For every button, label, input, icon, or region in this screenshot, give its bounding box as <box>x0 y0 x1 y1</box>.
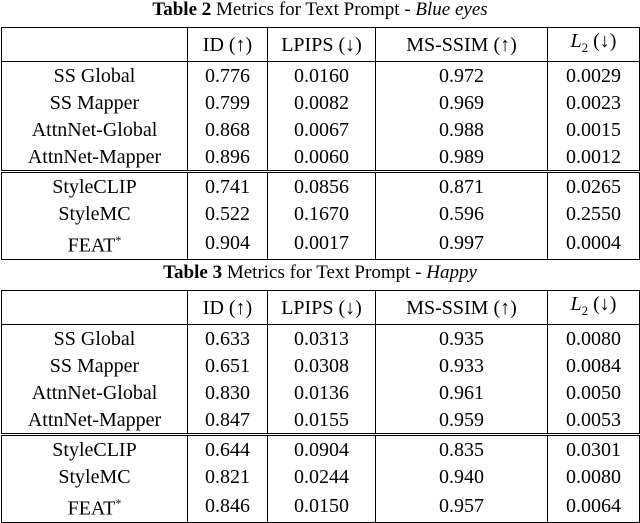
value-cell: 0.0150 <box>268 490 376 522</box>
table-row <box>2 325 640 353</box>
caption-text: Metrics for Text Prompt - <box>226 262 427 283</box>
value-cell: 0.972 <box>376 62 548 90</box>
table-row <box>2 116 640 143</box>
value-cell: 0.868 <box>188 116 268 143</box>
value-cell: 0.896 <box>188 143 268 172</box>
method-cell: StyleMC <box>2 463 188 490</box>
table-row <box>2 143 640 172</box>
value-cell: 0.0050 <box>548 379 640 406</box>
value-cell: 0.989 <box>376 143 548 172</box>
table-label: Table 2 <box>152 0 212 20</box>
header-cell <box>2 28 188 62</box>
metrics-table <box>1 290 640 523</box>
value-cell: 0.0904 <box>268 435 376 464</box>
value-cell: 0.1670 <box>268 200 376 227</box>
header-cell: LPIPS (↓) <box>268 291 376 325</box>
caption-prompt: Happy <box>426 262 477 283</box>
table-label: Table 3 <box>163 262 223 283</box>
value-cell: 0.522 <box>188 200 268 227</box>
value-cell: 0.0064 <box>548 490 640 522</box>
value-cell: 0.0015 <box>548 116 640 143</box>
table-row <box>2 379 640 406</box>
value-cell: 0.799 <box>188 89 268 116</box>
value-cell: 0.0067 <box>268 116 376 143</box>
table-row <box>2 62 640 90</box>
value-cell: 0.0301 <box>548 435 640 464</box>
method-cell: FEAT* <box>2 227 188 259</box>
method-cell: SS Global <box>2 325 188 353</box>
value-cell: 0.0856 <box>268 172 376 201</box>
table-caption <box>0 0 640 27</box>
method-cell: FEAT* <box>2 490 188 522</box>
value-cell: 0.0155 <box>268 406 376 435</box>
method-cell: StyleMC <box>2 200 188 227</box>
value-cell: 0.904 <box>188 227 268 259</box>
value-cell: 0.821 <box>188 463 268 490</box>
value-cell: 0.0080 <box>548 463 640 490</box>
method-cell: SS Mapper <box>2 352 188 379</box>
table-row <box>2 89 640 116</box>
value-cell: 0.957 <box>376 490 548 522</box>
value-cell: 0.933 <box>376 352 548 379</box>
value-cell: 0.940 <box>376 463 548 490</box>
value-cell: 0.969 <box>376 89 548 116</box>
value-cell: 0.596 <box>376 200 548 227</box>
header-cell: MS-SSIM (↑) <box>376 291 548 325</box>
table-row <box>2 406 640 435</box>
value-cell: 0.0017 <box>268 227 376 259</box>
value-cell: 0.2550 <box>548 200 640 227</box>
header-cell: MS-SSIM (↑) <box>376 28 548 62</box>
value-cell: 0.997 <box>376 227 548 259</box>
value-cell: 0.0023 <box>548 89 640 116</box>
value-cell: 0.0084 <box>548 352 640 379</box>
table-caption <box>0 263 640 290</box>
header-cell: LPIPS (↓) <box>268 28 376 62</box>
value-cell: 0.633 <box>188 325 268 353</box>
caption-prompt: Blue eyes <box>415 0 488 20</box>
value-cell: 0.0136 <box>268 379 376 406</box>
value-cell: 0.0313 <box>268 325 376 353</box>
value-cell: 0.847 <box>188 406 268 435</box>
table-3-block <box>0 263 640 523</box>
value-cell: 0.741 <box>188 172 268 201</box>
value-cell: 0.0012 <box>548 143 640 172</box>
value-cell: 0.871 <box>376 172 548 201</box>
caption-text: Metrics for Text Prompt - <box>216 0 416 20</box>
table-row <box>2 172 640 201</box>
metrics-table <box>1 27 640 260</box>
table-row <box>2 463 640 490</box>
header-cell <box>2 291 188 325</box>
value-cell: 0.961 <box>376 379 548 406</box>
value-cell: 0.835 <box>376 435 548 464</box>
value-cell: 0.0060 <box>268 143 376 172</box>
method-cell: StyleCLIP <box>2 172 188 201</box>
table-row <box>2 227 640 259</box>
header-cell-l2: $L_2$ (↓) <box>548 28 640 62</box>
header-cell-l2: $L_2$ (↓) <box>548 291 640 325</box>
value-cell: 0.830 <box>188 379 268 406</box>
value-cell: 0.776 <box>188 62 268 90</box>
value-cell: 0.0244 <box>268 463 376 490</box>
method-cell: StyleCLIP <box>2 435 188 464</box>
value-cell: 0.846 <box>188 490 268 522</box>
header-row <box>2 291 640 325</box>
value-cell: 0.0308 <box>268 352 376 379</box>
header-cell: ID (↑) <box>188 28 268 62</box>
table-row <box>2 200 640 227</box>
value-cell: 0.935 <box>376 325 548 353</box>
table-row <box>2 352 640 379</box>
value-cell: 0.644 <box>188 435 268 464</box>
table-row <box>2 435 640 464</box>
value-cell: 0.0080 <box>548 325 640 353</box>
method-cell: AttnNet-Global <box>2 379 188 406</box>
method-cell: SS Global <box>2 62 188 90</box>
value-cell: 0.0082 <box>268 89 376 116</box>
method-cell: AttnNet-Mapper <box>2 143 188 172</box>
header-row <box>2 28 640 62</box>
method-cell: SS Mapper <box>2 89 188 116</box>
value-cell: 0.0160 <box>268 62 376 90</box>
value-cell: 0.0053 <box>548 406 640 435</box>
method-cell: AttnNet-Global <box>2 116 188 143</box>
value-cell: 0.651 <box>188 352 268 379</box>
value-cell: 0.0265 <box>548 172 640 201</box>
method-cell: AttnNet-Mapper <box>2 406 188 435</box>
value-cell: 0.959 <box>376 406 548 435</box>
value-cell: 0.0004 <box>548 227 640 259</box>
header-cell: ID (↑) <box>188 291 268 325</box>
table-row <box>2 490 640 522</box>
table-2-block <box>0 0 640 260</box>
value-cell: 0.0029 <box>548 62 640 90</box>
value-cell: 0.988 <box>376 116 548 143</box>
